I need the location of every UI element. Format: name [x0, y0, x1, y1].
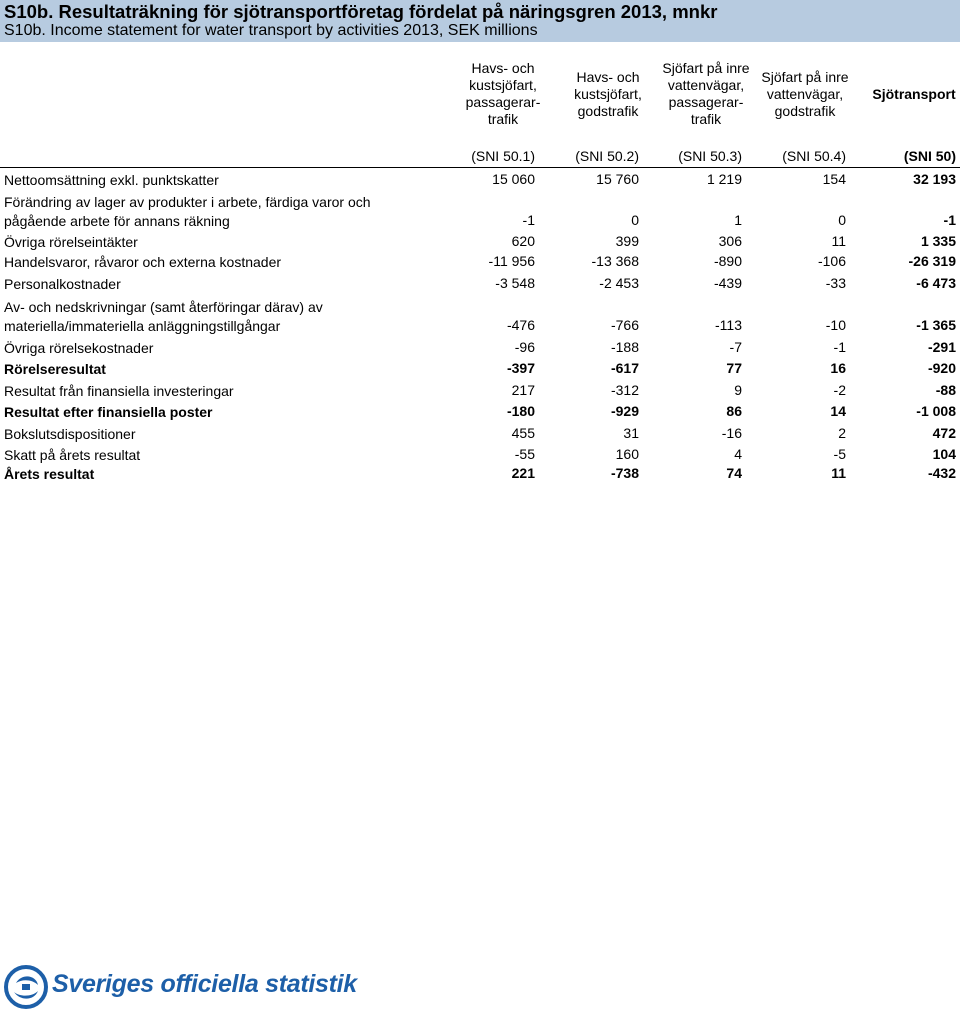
- cell-value: -3 548: [495, 275, 535, 291]
- cell-value: 86: [726, 403, 742, 419]
- row-label: Övriga rörelseintäkter: [4, 234, 138, 250]
- cell-value: -929: [610, 403, 639, 419]
- cell-value: -432: [927, 465, 956, 481]
- sni-code-5: (SNI 50): [903, 148, 956, 164]
- cell-value: -13 368: [591, 253, 639, 269]
- cell-value: 104: [932, 446, 956, 462]
- column-header-1: Havs- och kustsjöfart, passagerar- trafik: [465, 60, 541, 127]
- cell-value: -766: [610, 317, 639, 333]
- table-row: [0, 465, 960, 483]
- cell-value: -96: [514, 339, 535, 355]
- row-label: Bokslutsdispositioner: [4, 426, 136, 442]
- table-row: [0, 233, 960, 253]
- sni-code-4: (SNI 50.4): [782, 148, 846, 164]
- cell-value: -890: [713, 253, 742, 269]
- column-header-2: Havs- och kustsjöfart, godstrafik: [574, 69, 642, 119]
- row-label: Handelsvaror, råvaror och externa kostnader: [4, 254, 282, 270]
- cell-value: -476: [506, 317, 535, 333]
- cell-value: 160: [615, 446, 639, 462]
- cell-value: 154: [822, 171, 846, 187]
- cell-value: 14: [830, 403, 846, 419]
- table-row: [0, 253, 960, 273]
- cell-value: -10: [825, 317, 846, 333]
- table-row: [0, 339, 960, 359]
- cell-value: -7: [729, 339, 742, 355]
- cell-value: -106: [817, 253, 846, 269]
- cell-value: -33: [825, 275, 846, 291]
- cell-value: -1 008: [916, 403, 956, 419]
- cell-value: -113: [715, 317, 742, 333]
- cell-value: -180: [506, 403, 535, 419]
- sos-logo-icon: [2, 965, 50, 1009]
- cell-value: 77: [726, 360, 742, 376]
- cell-value: 0: [631, 212, 639, 228]
- column-header-3: Sjöfart på inre vattenvägar, passagerar- trafik: [662, 60, 750, 127]
- sni-code-2: (SNI 50.2): [575, 148, 639, 164]
- cell-value: 1 219: [706, 171, 742, 187]
- cell-value: -16: [721, 425, 742, 441]
- cell-value: -188: [610, 339, 639, 355]
- sni-code-3: (SNI 50.3): [678, 148, 742, 164]
- cell-value: 74: [726, 465, 742, 481]
- row-label: Resultat från finansiella investeringar: [4, 383, 234, 399]
- row-label: Resultat efter finansiella poster: [4, 404, 213, 420]
- cell-value: 306: [718, 233, 742, 249]
- cell-value: 217: [511, 382, 535, 398]
- row-label: Personalkostnader: [4, 276, 121, 292]
- row-label: Förändring av lager av produkter i arbete, färdiga varor och pågående arbete för annans räkning: [4, 194, 371, 229]
- sni-code-1: (SNI 50.1): [471, 148, 535, 164]
- cell-value: 2: [838, 425, 846, 441]
- column-header-4: Sjöfart på inre vattenvägar, godstrafik: [761, 69, 849, 119]
- table-row: [0, 403, 960, 423]
- cell-value: 32 193: [913, 171, 956, 187]
- cell-value: 16: [830, 360, 846, 376]
- row-label: Övriga rörelsekostnader: [4, 340, 154, 356]
- cell-value: -1: [522, 212, 535, 228]
- cell-value: -291: [927, 339, 956, 355]
- column-header-5: Sjötransport: [872, 86, 956, 102]
- cell-value: 399: [615, 233, 639, 249]
- row-label: Nettoomsättning exkl. punktskatter: [4, 172, 219, 188]
- table-row: [0, 193, 960, 231]
- cell-value: 15 060: [492, 171, 535, 187]
- table-row: [0, 360, 960, 380]
- cell-value: -439: [713, 275, 742, 291]
- cell-value: -5: [833, 446, 846, 462]
- cell-value: 15 760: [596, 171, 639, 187]
- header-divider: [0, 167, 960, 168]
- cell-value: -1: [833, 339, 846, 355]
- cell-value: 455: [511, 425, 535, 441]
- cell-value: 4: [734, 446, 742, 462]
- cell-value: -11 956: [488, 253, 535, 269]
- cell-value: 221: [511, 465, 535, 481]
- table-row: [0, 171, 960, 191]
- cell-value: -1 365: [916, 317, 956, 333]
- footer-logo-text: Sveriges officiella statistik: [52, 970, 357, 998]
- row-label: Rörelseresultat: [4, 361, 106, 377]
- cell-value: 31: [623, 425, 639, 441]
- cell-value: -88: [935, 382, 956, 398]
- table-row: [0, 446, 960, 464]
- cell-value: -738: [610, 465, 639, 481]
- cell-value: 1 335: [920, 233, 956, 249]
- cell-value: 0: [838, 212, 846, 228]
- cell-value: 620: [511, 233, 535, 249]
- cell-value: -617: [610, 360, 639, 376]
- page-title: S10b. Resultaträkning för sjötransportföretag fördelat på näringsgren 2013, mnkr: [4, 1, 718, 22]
- cell-value: -920: [927, 360, 956, 376]
- cell-value: -55: [514, 446, 535, 462]
- cell-value: -1: [943, 212, 956, 228]
- cell-value: 472: [932, 425, 956, 441]
- row-label: Av- och nedskrivningar (samt återföringar därav) av materiella/immateriella anläggningstillgångar: [4, 299, 323, 334]
- cell-value: -397: [506, 360, 535, 376]
- page-subtitle: S10b. Income statement for water transport by activities 2013, SEK millions: [4, 22, 538, 39]
- table-row: [0, 298, 960, 336]
- cell-value: -26 319: [908, 253, 956, 269]
- cell-value: -2 453: [599, 275, 639, 291]
- cell-value: -2: [833, 382, 846, 398]
- footer: [0, 482, 960, 998]
- table-row: [0, 425, 960, 445]
- cell-value: 9: [734, 382, 742, 398]
- cell-value: -312: [610, 382, 639, 398]
- table-row: [0, 382, 960, 402]
- row-label: Årets resultat: [4, 466, 95, 482]
- cell-value: 11: [831, 465, 846, 481]
- cell-value: 11: [831, 233, 846, 249]
- cell-value: 1: [734, 212, 742, 228]
- table-row: [0, 275, 960, 295]
- cell-value: -6 473: [916, 275, 956, 291]
- row-label: Skatt på årets resultat: [4, 447, 141, 463]
